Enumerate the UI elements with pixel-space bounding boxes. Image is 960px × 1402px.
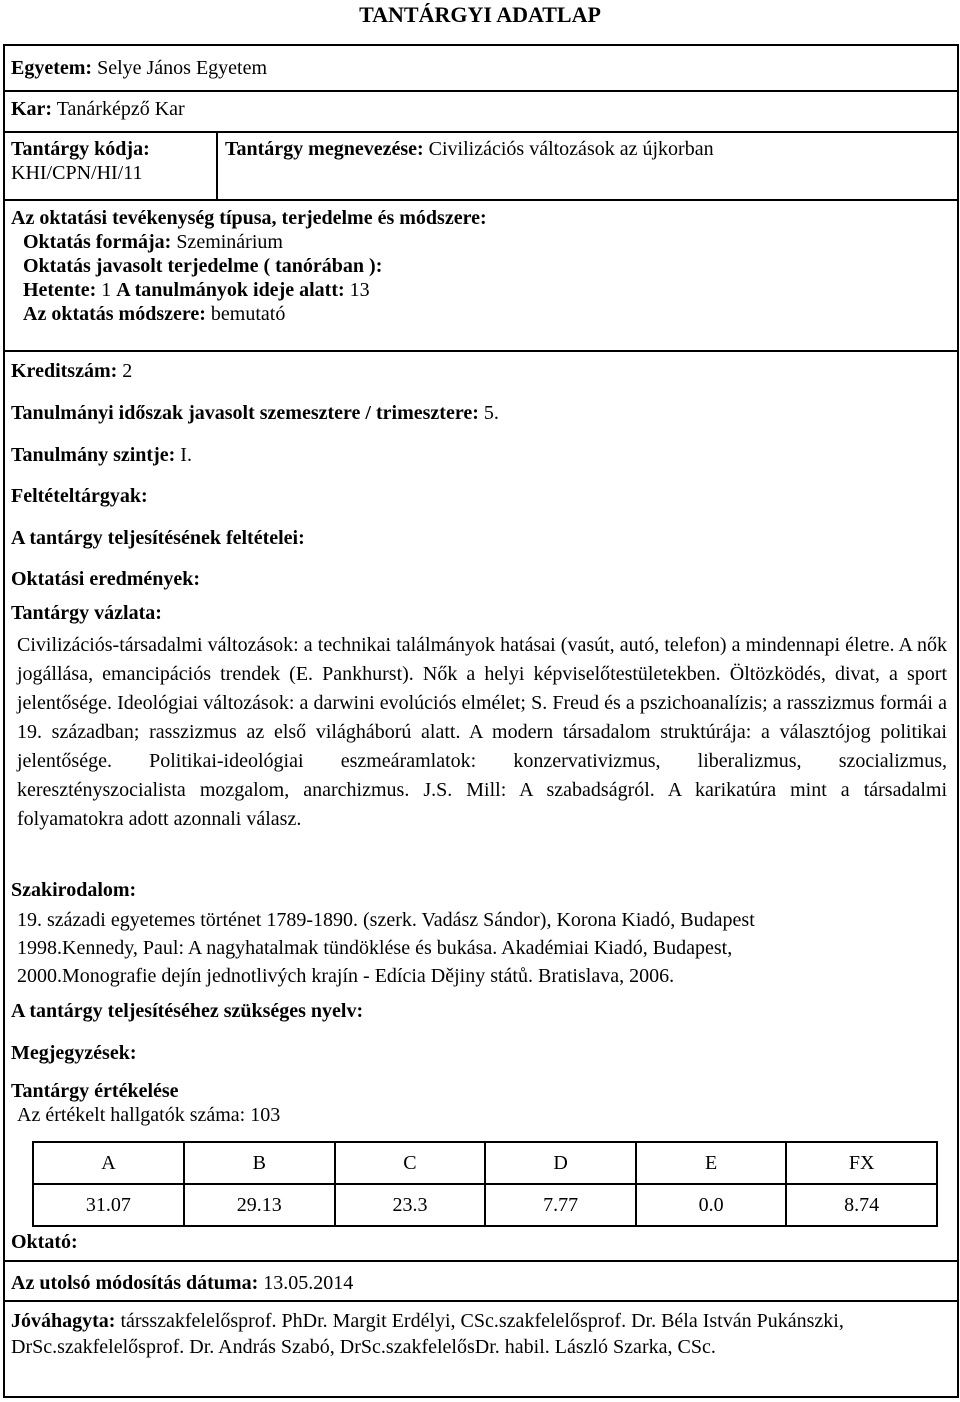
outcomes-row — [11, 567, 200, 591]
approved-row — [11, 1308, 947, 1360]
activity-block — [11, 206, 487, 326]
level-row — [11, 443, 192, 467]
course-code-value: KHI/CPN/HI/11 — [11, 162, 143, 184]
teacher-label: Oktató: — [11, 1231, 78, 1253]
teacher-row — [11, 1230, 78, 1254]
period-value: 13 — [349, 279, 370, 301]
divider — [216, 131, 218, 199]
credits-value: 2 — [122, 360, 133, 382]
grade-distribution-table — [32, 1141, 938, 1227]
percentage-row — [33, 1184, 937, 1226]
evaluated-count: Az értékelt hallgatók száma: 103 — [17, 1104, 281, 1126]
faculty-value: Tanárképző Kar — [56, 98, 185, 120]
evaluation-block — [11, 1079, 280, 1127]
grade-cell: B — [184, 1142, 335, 1184]
grade-header-row — [33, 1142, 937, 1184]
literature-block — [11, 878, 947, 990]
divider — [5, 350, 957, 352]
outline-text: Civilizációs-társadalmi változások: a technikai találmányok hatásai (vasút, autó, telefon) a mindennapi életre. A nők jogállása, emancipációs trendek (E. Pankhurst). Nők a helyi képviselőtestületekben. Öltözködés, divat, a sport jelentősége. Ideológiai változások: a darwini evolúciós elmélet; S. Freud és a pszichoanalízis; a rasszizmus formái a 19. században; rasszizmus az első világháború alatt. A modern társadalom struktúrája: a választójog politikai jelentősége. Politikai-ideológiai eszmeáramlatok: konzervativizmus, liberalizmus, szocializmus, keresztényszocialista mozgalom, anarchizmus. J.S. Mill: A szabadságról. A karikatúra mint a társadalmi folyamatokra adott azonnali válasz. — [17, 634, 947, 830]
university-value: Selye János Egyetem — [97, 57, 268, 79]
scope-label: Oktatás javasolt terjedelme ( tanórában ): — [23, 255, 383, 277]
last-modified-label: Az utolsó módosítás dátuma: — [11, 1272, 259, 1294]
weekly-value: 1 — [101, 279, 112, 301]
divider — [5, 199, 957, 201]
divider — [5, 1260, 957, 1262]
divider — [5, 131, 957, 133]
language-label: A tantárgy teljesítéséhez szükséges nyelv: — [11, 1000, 364, 1022]
literature-label: Szakirodalom: — [11, 879, 137, 901]
level-value: I. — [180, 444, 192, 466]
level-label: Tanulmány szintje: — [11, 444, 176, 466]
percentage-cell: 31.07 — [33, 1184, 184, 1226]
credits-row — [11, 359, 132, 383]
last-modified-value: 13.05.2014 — [263, 1272, 354, 1294]
period-label: A tanulmányok ideje alatt: — [116, 279, 345, 301]
grade-cell: D — [485, 1142, 636, 1184]
faculty-row — [11, 97, 185, 121]
completion-label: A tantárgy teljesítésének feltételei: — [11, 527, 305, 549]
prerequisites-label: Feltételtárgyak: — [11, 485, 148, 507]
course-sheet-frame — [3, 44, 959, 1398]
university-label: Egyetem: — [11, 57, 93, 79]
course-name-label: Tantárgy megnevezése: — [225, 138, 424, 160]
language-row — [11, 999, 363, 1023]
course-name-cell — [225, 137, 714, 161]
percentage-cell: 7.77 — [485, 1184, 636, 1226]
weekly-label: Hetente: — [23, 279, 97, 301]
semester-value: 5. — [483, 402, 499, 424]
form-label: Oktatás formája: — [23, 231, 172, 253]
prerequisites-row — [11, 484, 148, 508]
evaluation-label: Tantárgy értékelése — [11, 1080, 179, 1102]
outline-label: Tantárgy vázlata: — [11, 602, 162, 624]
method-value: bemutató — [210, 303, 286, 325]
grade-cell: E — [636, 1142, 786, 1184]
faculty-label: Kar: — [11, 98, 53, 120]
percentage-cell: 0.0 — [636, 1184, 786, 1226]
grade-cell: C — [335, 1142, 486, 1184]
last-modified-row — [11, 1271, 353, 1295]
percentage-cell: 29.13 — [184, 1184, 335, 1226]
approved-value: társszakfelelősprof. PhDr. Margit Erdélyi, CSc.szakfelelősprof. Dr. Béla István Pukánszki, DrSc.szakfelelősprof. Dr. András Szabó, DrSc.szakfelelősDr. habil. László Szarka, CSc. — [11, 1310, 844, 1358]
notes-row — [11, 1041, 137, 1065]
outline-block — [11, 601, 947, 834]
page-title: TANTÁRGYI ADATLAP — [359, 2, 601, 27]
approved-label: Jóváhagyta: — [11, 1310, 116, 1332]
percentage-cell: 23.3 — [335, 1184, 486, 1226]
divider — [5, 1300, 957, 1302]
method-label: Az oktatás módszere: — [23, 303, 206, 325]
course-code-cell — [11, 137, 211, 185]
literature-line: 19. századi egyetemes történet 1789-1890. (szerk. Vadász Sándor), Korona Kiadó, Budapest — [17, 909, 755, 931]
university-row — [11, 56, 267, 80]
literature-line: 1998.Kennedy, Paul: A nagyhatalmak tündöklése és bukása. Akadémiai Kiadó, Budapest, — [17, 937, 733, 959]
percentage-cell: 8.74 — [786, 1184, 937, 1226]
semester-label: Tanulmányi időszak javasolt szemesztere / trimesztere: — [11, 402, 479, 424]
notes-label: Megjegyzések: — [11, 1042, 137, 1064]
completion-row — [11, 526, 305, 550]
activity-heading: Az oktatási tevékenység típusa, terjedelme és módszere: — [11, 207, 487, 229]
credits-label: Kreditszám: — [11, 360, 118, 382]
outcomes-label: Oktatási eredmények: — [11, 568, 201, 590]
grade-cell: A — [33, 1142, 184, 1184]
literature-line: 2000.Monografie dejín jednotlivých krajín - Edícia Dějiny států. Bratislava, 2006. — [17, 965, 675, 987]
course-name-value: Civilizációs változások az újkorban — [428, 138, 714, 160]
grade-cell: FX — [786, 1142, 937, 1184]
divider — [5, 90, 957, 92]
semester-row — [11, 401, 499, 425]
course-code-label: Tantárgy kódja: — [11, 138, 150, 160]
form-value: Szeminárium — [176, 231, 283, 253]
